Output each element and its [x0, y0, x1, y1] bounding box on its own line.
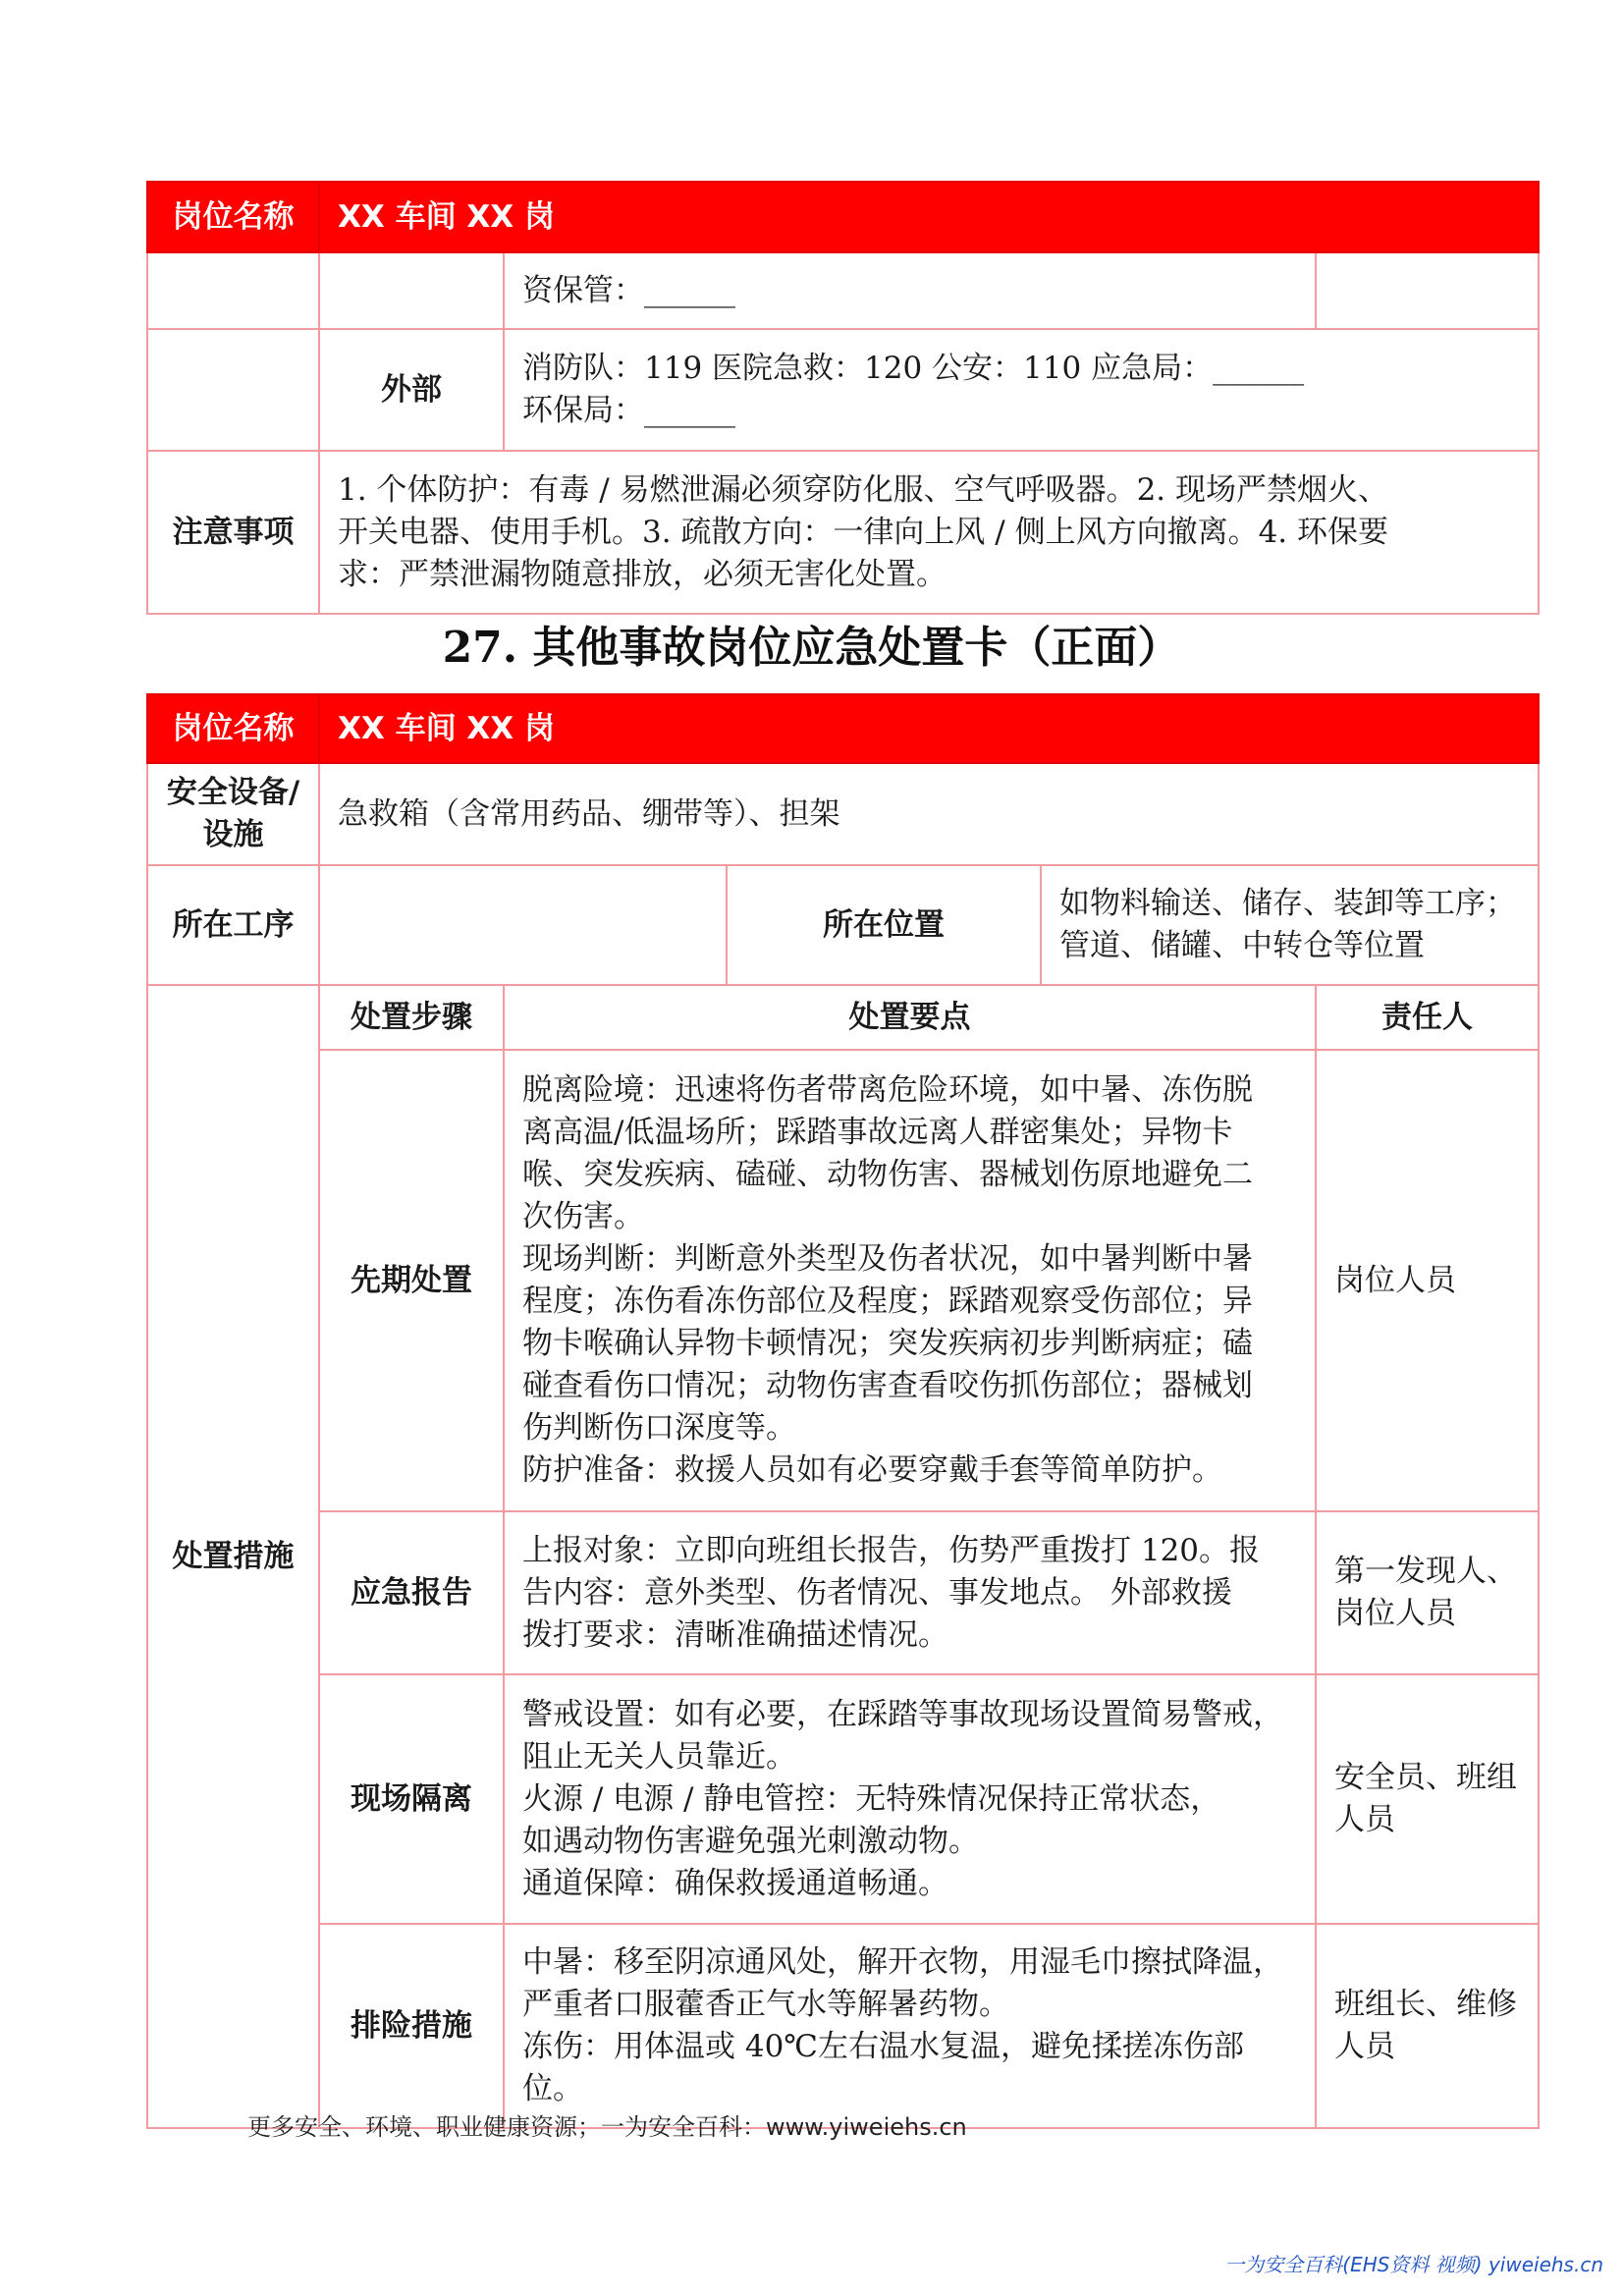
- step-point-line: 拨打要求：清晰准确描述情况。: [522, 1616, 948, 1653]
- section-title: 27. 其他事故岗位应急处置卡（正面）: [442, 623, 1181, 673]
- step-owner: [1316, 1924, 1539, 2128]
- measures-label: 处置措施: [147, 985, 319, 2128]
- step-owner-line: 第一发现人、: [1334, 1554, 1517, 1589]
- step-point-line: 中暑：移至阴凉通风处，解开衣物，用湿毛巾擦拭降温，: [522, 1944, 1283, 1980]
- step-point-line: 程度；冻伤看冻伤部位及程度；踩踏观察受伤部位；异: [522, 1284, 1253, 1319]
- step-owner-line: 人员: [1334, 1802, 1395, 1837]
- equipment-value: 急救箱（含常用药品、绷带等）、担架: [319, 763, 1539, 865]
- notes-line: 1. 个体防护：有毒 / 易燃泄漏必须穿防化服、空气呼吸器。2. 现场严禁烟火、: [338, 471, 1389, 508]
- notes-line: 开关电器、使用手机。3. 疏散方向：一律向上风 / 侧上风方向撤离。4. 环保要: [338, 514, 1389, 550]
- step-point-line: 次伤害。: [522, 1199, 644, 1234]
- post-name-label: 岗位名称: [147, 694, 319, 763]
- step-point-line: 位。: [522, 2071, 583, 2106]
- step-row: [147, 1674, 1539, 1924]
- location-label: 所在位置: [727, 865, 1041, 985]
- notes-label: 注意事项: [147, 451, 319, 614]
- contact-row-external: [147, 329, 1539, 451]
- contact-row-internal: [147, 252, 1539, 329]
- step-points: [504, 1511, 1316, 1674]
- equipment-label: [147, 763, 319, 865]
- equipment-label-line: 安全设备/: [166, 775, 300, 810]
- notes-row: [147, 451, 1539, 614]
- equipment-label-line: 设施: [202, 817, 264, 852]
- col-owner-header: 责任人: [1316, 985, 1539, 1050]
- step-point-line: 伤判断伤口深度等。: [522, 1410, 796, 1446]
- step-point-line: 喉、突发疾病、磕碰、动物伤害、器械划伤原地避免二: [522, 1157, 1253, 1192]
- col-step-header: 处置步骤: [319, 985, 504, 1050]
- post-name-label: 岗位名称: [147, 182, 319, 252]
- step-name: 现场隔离: [319, 1674, 504, 1924]
- step-point-line: 防护准备：救援人员如有必要穿戴手套等简单防护。: [522, 1452, 1222, 1488]
- post-name-value: XX 车间 XX 岗: [319, 694, 1539, 763]
- step-owner-line: 安全员、班组: [1334, 1760, 1517, 1795]
- step-name: 应急报告: [319, 1511, 504, 1674]
- step-point-line: 物卡喉确认异物卡顿情况；突发疾病初步判断病症；磕: [522, 1326, 1253, 1361]
- watermark-text: 一为安全百科(EHS资料 视频) yiweiehs.cn: [1224, 2253, 1603, 2276]
- equipment-row: [147, 763, 1539, 865]
- footer-text: 更多安全、环境、职业健康资源；一为安全百科：www.yiweiehs.cn: [247, 2113, 967, 2141]
- measures-header-row: [147, 985, 1539, 1050]
- step-row: [147, 1924, 1539, 2128]
- step-point-line: 阻止无关人员靠近。: [522, 1738, 796, 1775]
- step-points: [504, 1674, 1316, 1924]
- step-owner: [1316, 1050, 1539, 1511]
- step-name: 排险措施: [319, 1924, 504, 2128]
- step-point-line: 火源 / 电源 / 静电管控：无特殊情况保持正常状态，: [522, 1780, 1221, 1817]
- step-point-line: 通道保障：确保救援通道畅通。: [522, 1865, 948, 1901]
- step-owner: [1316, 1511, 1539, 1674]
- step-owner-line: 岗位人员: [1334, 1596, 1456, 1631]
- process-label: 所在工序: [147, 865, 319, 985]
- emergency-card: [146, 693, 1540, 2129]
- location-value: [1041, 865, 1539, 985]
- step-owner-line: 人员: [1334, 2029, 1395, 2064]
- card2-header-row: [147, 694, 1539, 763]
- step-points: [504, 1050, 1316, 1511]
- post-name-value: XX 车间 XX 岗: [319, 182, 1539, 252]
- step-point-line: 冻伤：用体温或 40℃左右温水复温，避免揉搓冻伤部: [522, 2029, 1244, 2064]
- step-point-line: 如遇动物伤害避免强光刺激动物。: [522, 1823, 979, 1859]
- process-location-row: [147, 865, 1539, 985]
- step-owner: [1316, 1674, 1539, 1924]
- step-point-line: 警戒设置：如有必要，在踩踏等事故现场设置简易警戒，: [522, 1696, 1283, 1732]
- step-point-line: 现场判断：判断意外类型及伤者状况，如中暑判断中暑: [522, 1241, 1253, 1277]
- step-owner-line: 岗位人员: [1334, 1262, 1456, 1298]
- step-row: [147, 1511, 1539, 1674]
- external-contacts-line: 环保局：______: [522, 393, 735, 428]
- card-continued: [146, 181, 1540, 615]
- location-line: 如物料输送、储存、装卸等工序；: [1059, 886, 1516, 921]
- step-point-line: 上报对象：立即向班组长报告，伤势严重拨打 120。报: [522, 1532, 1261, 1568]
- step-point-line: 脱离险境：迅速将伤者带离危险环境，如中暑、冻伤脱: [522, 1072, 1253, 1108]
- step-point-line: 严重者口服藿香正气水等解暑药物。: [522, 1987, 1009, 2022]
- step-points: [504, 1924, 1316, 2128]
- notes-line: 求：严禁泄漏物随意排放，必须无害化处置。: [338, 556, 947, 592]
- step-name: 先期处置: [319, 1050, 504, 1511]
- location-line: 管道、储罐、中转仓等位置: [1059, 928, 1425, 963]
- step-point-line: 告内容：意外类型、伤者情况、事发地点。 外部救援: [522, 1574, 1232, 1611]
- contact-internal-text: 资保管：______: [504, 252, 1316, 329]
- notes-text: [319, 451, 1539, 614]
- external-contacts-line: 消防队：119 医院急救：120 公安：110 应急局：______: [522, 351, 1305, 386]
- step-owner-line: 班组长、维修: [1334, 1987, 1517, 2022]
- process-value: [319, 865, 727, 985]
- card1-header-row: [147, 182, 1539, 252]
- step-row: [147, 1050, 1539, 1511]
- col-points-header: 处置要点: [504, 985, 1316, 1050]
- step-point-line: 碰查看伤口情况；动物伤害查看咬伤抓伤部位；器械划: [522, 1368, 1253, 1403]
- external-label: 外部: [319, 329, 504, 451]
- step-point-line: 离高温/低温场所；踩踏事故远离人群密集处；异物卡: [522, 1115, 1233, 1150]
- external-contacts: [504, 329, 1539, 451]
